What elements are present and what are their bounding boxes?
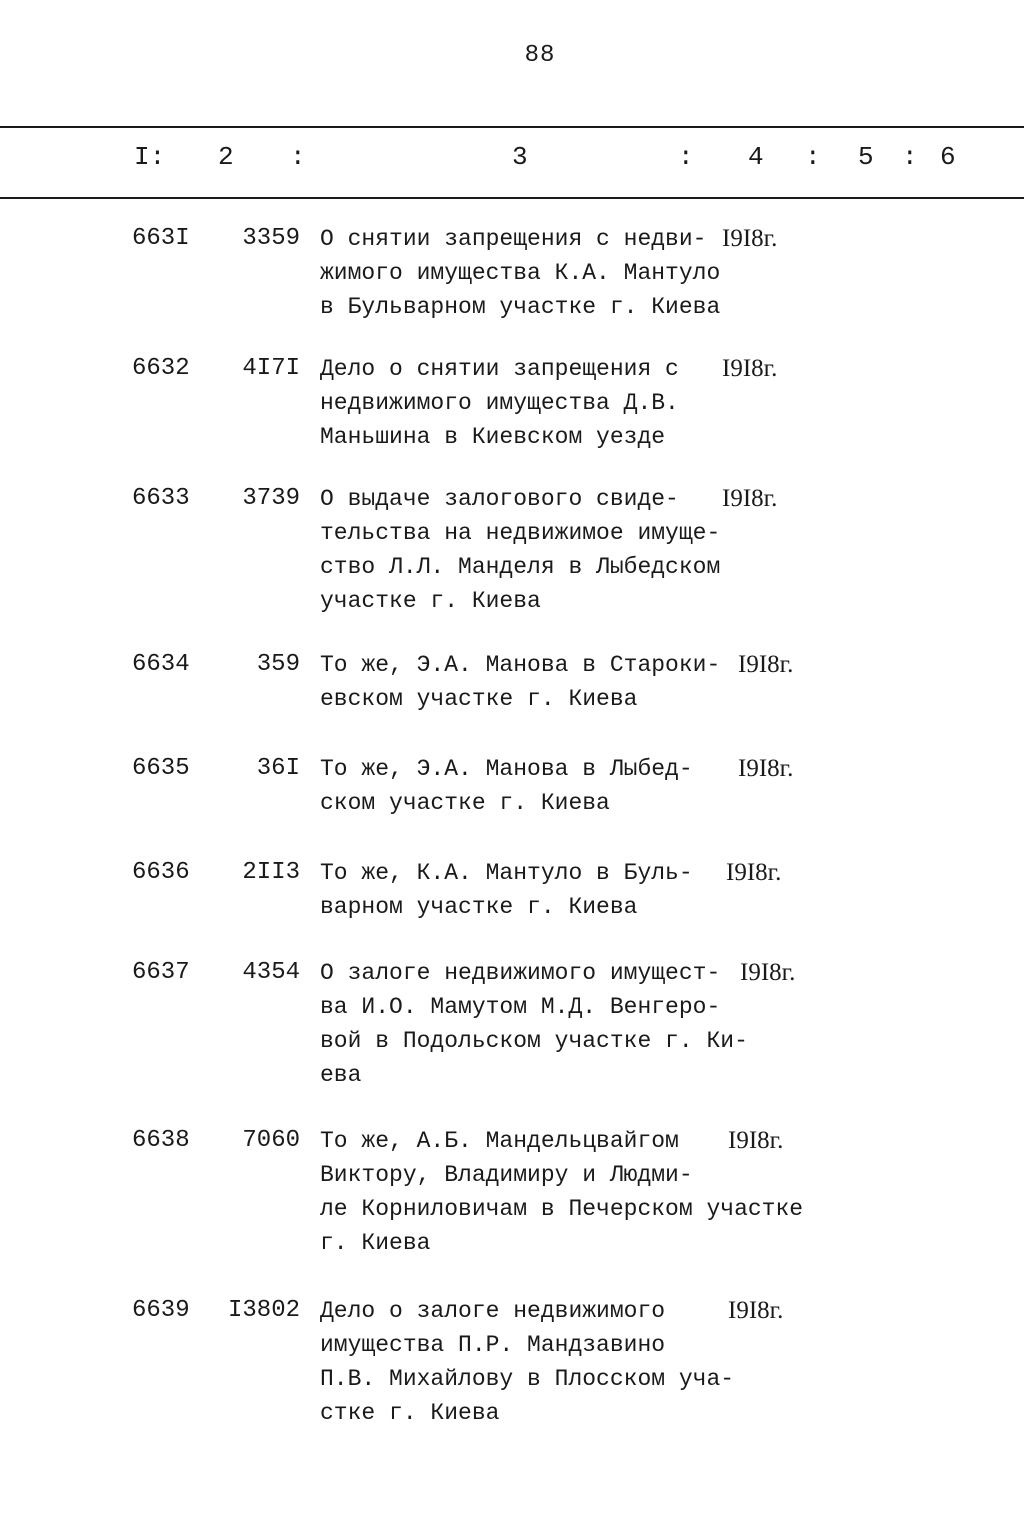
column-header-1: I: — [134, 142, 166, 172]
entry-original-number: 2II3 — [242, 859, 300, 886]
entry-description: То же, А.Б. Мандельцвайгом Виктору, Владимиру и Людми- ле Корниловичам в Печерском участке г. Киева — [320, 1128, 804, 1256]
entry-number: 6633 — [132, 485, 190, 512]
entry-date: I9I8г. — [738, 755, 794, 782]
entry-original-number: 3739 — [242, 485, 300, 512]
entry-date: I9I8г. — [728, 1297, 784, 1324]
entry-number: 6632 — [132, 355, 190, 382]
entry-description: То же, К.А. Мантуло в Буль- варном участке г. Киева — [320, 860, 693, 920]
entry-description: То же, Э.А. Манова в Лыбед- ском участке г. Киева — [320, 756, 693, 816]
entry-number: 6637 — [132, 959, 190, 986]
entry-original-number: I3802 — [227, 1297, 300, 1324]
column-separator-3: : — [805, 142, 821, 172]
entry-number: 6635 — [132, 755, 190, 782]
column-header-3: 3 — [512, 142, 528, 172]
column-header-2: 2 — [218, 142, 234, 172]
entry-date: I9I8г. — [728, 1127, 784, 1154]
page-number: 88 — [524, 42, 556, 69]
entry-date: I9I8г. — [722, 485, 778, 512]
column-header-4: 4 — [748, 142, 764, 172]
entry-description: Дело о залоге недвижимого имущества П.Р. Мандзавино П.В. Михайлову в Плосском уча- стке г. Киева — [320, 1298, 735, 1426]
column-header-6: 6 — [940, 142, 956, 172]
column-separator-1: : — [290, 142, 306, 172]
entry-description: Дело о снятии запрещения с недвижимого имущества Д.В. Маньшина в Киевском уезде — [320, 356, 679, 450]
entry-number: 6634 — [132, 651, 190, 678]
entry-original-number: 359 — [256, 651, 300, 678]
header-bottom-rule — [0, 197, 1024, 199]
entry-description: О снятии запрещения с недви- жимого имущества К.А. Мантуло в Бульварном участке г. Киева — [320, 226, 721, 320]
entry-date: I9I8г. — [726, 859, 782, 886]
entry-date: I9I8г. — [722, 225, 778, 252]
entry-original-number: 3359 — [242, 225, 300, 252]
entry-original-number: 4I7I — [242, 355, 300, 382]
header-top-rule — [0, 126, 1024, 128]
column-separator-4: : — [902, 142, 918, 172]
entry-date: I9I8г. — [722, 355, 778, 382]
column-header-5: 5 — [858, 142, 874, 172]
column-header-row — [0, 142, 1024, 178]
column-separator-2: : — [678, 142, 694, 172]
entry-original-number: 4354 — [242, 959, 300, 986]
entry-description: О выдаче залогового свиде- тельства на недвижимое имуще- ство Л.Л. Манделя в Лыбедском участке г. Киева — [320, 486, 721, 614]
entry-number: 6638 — [132, 1127, 190, 1154]
entry-date: I9I8г. — [740, 959, 796, 986]
entry-number: 6639 — [132, 1297, 190, 1324]
entry-description: То же, Э.А. Манова в Староки- евском участке г. Киева — [320, 652, 721, 712]
entry-number: 663I — [132, 225, 190, 252]
entry-date: I9I8г. — [738, 651, 794, 678]
entry-original-number: 7060 — [242, 1127, 300, 1154]
entry-number: 6636 — [132, 859, 190, 886]
entry-description: О залоге недвижимого имущест- ва И.О. Мамутом М.Д. Венгеро- вой в Подольском участке г. Ки- ева — [320, 960, 748, 1088]
entry-original-number: 36I — [256, 755, 300, 782]
